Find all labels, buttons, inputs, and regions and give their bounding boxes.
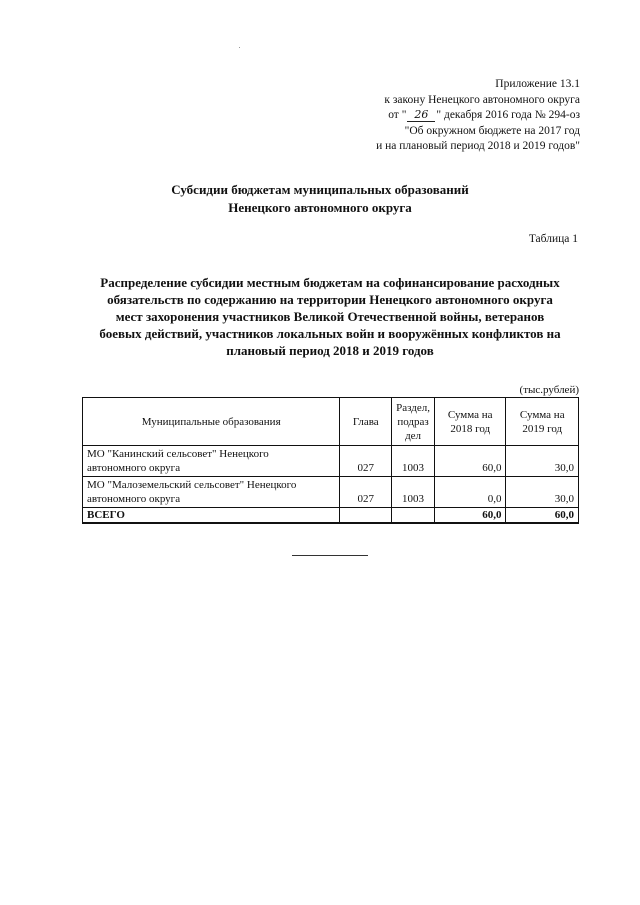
section-cell: 1003: [392, 446, 435, 477]
total-sum-2018: 60,0: [434, 508, 506, 524]
header-section-line-3: дел: [405, 429, 422, 442]
units-label: (тыс.рублей): [519, 384, 579, 396]
main-title-line-1: Субсидии бюджетам муниципальных образований: [171, 182, 469, 197]
annex-reference: [376, 77, 580, 155]
table-header-row: [83, 398, 579, 446]
header-sum-2019-line-2: 2019 год: [522, 422, 563, 435]
municipality-line-1: МО "Канинский сельсовет" Ненецкого: [87, 448, 269, 460]
subsidy-table: [82, 397, 579, 524]
total-section-cell: [392, 508, 435, 524]
municipality-cell: [83, 477, 340, 508]
chapter-cell: 027: [340, 446, 392, 477]
main-title: [0, 181, 640, 217]
annex-date-suffix: " декабря 2016 года № 294-оз: [436, 109, 580, 122]
distribution-title-line-3: мест захоронения участников Великой Отечественной войны, ветеранов: [115, 309, 545, 324]
distribution-title-line-2: обязательств по содержанию на территории Ненецкого автономного округа: [107, 292, 553, 307]
table-row: [83, 446, 579, 477]
distribution-title-line-5: плановый период 2018 и 2019 годов: [226, 343, 434, 358]
total-sum-2019: 60,0: [506, 508, 579, 524]
distribution-title-line-4: боевых действий, участников локальных войн и вооружённых конфликтов на: [99, 326, 561, 341]
header-sum-2019-line-1: Сумма на: [519, 408, 565, 421]
municipality-line-1: МО "Малоземельский сельсовет" Ненецкого: [87, 479, 297, 491]
total-row: [83, 508, 579, 524]
header-chapter: Глава: [340, 398, 392, 446]
sum-2019-cell: 30,0: [506, 477, 579, 508]
sum-2018-cell: 60,0: [434, 446, 506, 477]
header-section: [392, 398, 435, 446]
annex-line-3: [376, 108, 580, 124]
header-sum-2018-line-1: Сумма на: [447, 408, 493, 421]
municipality-cell: [83, 446, 340, 477]
handwritten-day: 26: [407, 109, 435, 122]
header-sum-2018: [434, 398, 506, 446]
municipality-line-2: автономного округа: [87, 493, 181, 505]
table-row: [83, 477, 579, 508]
section-cell: 1003: [392, 477, 435, 508]
annex-date-prefix: от ": [388, 109, 407, 122]
sum-2019-cell: 30,0: [506, 446, 579, 477]
header-section-line-1: Раздел,: [396, 401, 430, 414]
sum-2018-cell: 0,0: [434, 477, 506, 508]
distribution-title: [80, 274, 580, 359]
distribution-title-line-1: Распределение субсидии местным бюджетам на софинансирование расходных: [100, 275, 560, 290]
header-municipality: Муниципальные образования: [83, 398, 340, 446]
header-section-line-2: подраз: [397, 415, 429, 428]
end-of-document-line: [292, 555, 368, 556]
annex-line-2: к закону Ненецкого автономного округа: [384, 93, 580, 106]
chapter-cell: 027: [340, 477, 392, 508]
table-number: Таблица 1: [528, 233, 578, 245]
annex-line-5: и на плановый период 2018 и 2019 годов": [376, 140, 580, 153]
total-label: ВСЕГО: [83, 508, 340, 524]
header-sum-2018-line-2: 2018 год: [450, 422, 491, 435]
main-title-line-2: Ненецкого автономного округа: [228, 200, 412, 215]
annex-line-1: Приложение 13.1: [495, 78, 580, 90]
total-chapter-cell: [340, 508, 392, 524]
municipality-line-2: автономного округа: [87, 462, 181, 474]
annex-line-4: "Об окружном бюджете на 2017 год: [404, 124, 580, 137]
scan-speck: [239, 47, 240, 48]
header-sum-2019: [506, 398, 579, 446]
